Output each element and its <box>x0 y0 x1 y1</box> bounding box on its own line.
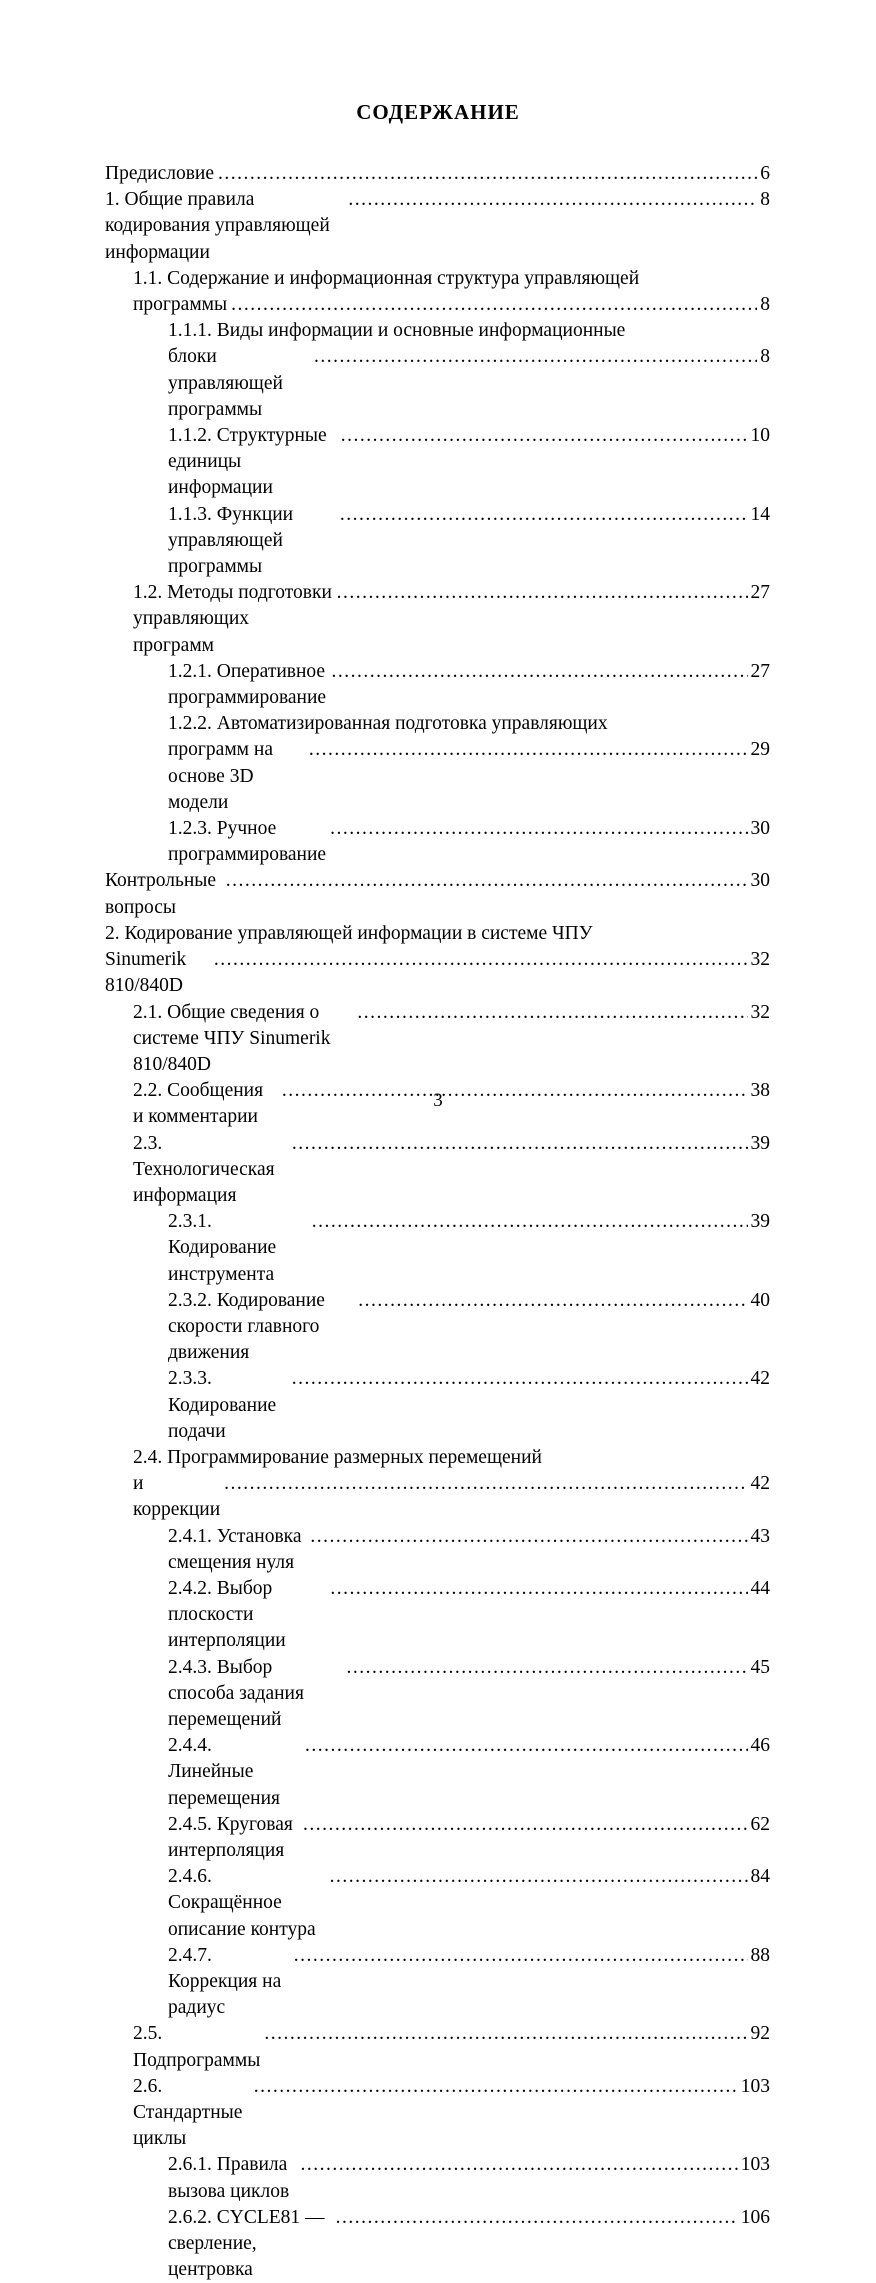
toc-entry-page-number: 8 <box>760 294 770 316</box>
toc-entry-line <box>105 292 770 318</box>
toc-entry-text: 2.4.6. Сокращённое описание контура <box>168 1866 316 1940</box>
toc-entry-page-number: 43 <box>750 1525 770 1547</box>
toc-entry-line <box>105 1366 770 1445</box>
toc-entry-page-number: 44 <box>750 1577 770 1599</box>
toc-entry-line <box>105 344 770 423</box>
toc-entry-text: 1.1.1. Виды информации и основные информационные <box>168 320 626 342</box>
dot-leader <box>358 1288 747 1314</box>
dot-leader <box>309 737 748 763</box>
dot-leader <box>330 1864 748 1890</box>
toc-entry-page-number: 30 <box>750 818 770 840</box>
toc-entry-text: 2.4.2. Выбор плоскости интерполяции <box>168 1577 286 1652</box>
toc-entry-line <box>105 711 770 737</box>
toc-entry-line <box>105 816 770 868</box>
toc-entry-text: 2.3. Технологическая информация <box>133 1132 280 1206</box>
toc-entry-line <box>105 1524 770 1576</box>
toc-entry-page-number: 38 <box>750 1080 770 1102</box>
toc-entry-text: 1.2.1. Оперативное программирование <box>168 660 330 709</box>
toc-entry-text: 2.4.3. Выбор способа задания перемещений <box>168 1656 309 1730</box>
toc-entry-text: 2.2. Сообщения и комментарии <box>133 1080 268 1128</box>
toc-entry-page-number: 27 <box>750 582 770 604</box>
toc-entry-page-number: 29 <box>750 739 770 761</box>
toc-entry-line <box>105 161 770 187</box>
dot-leader <box>357 1000 747 1026</box>
folio-page-number: 3 <box>433 1090 443 1111</box>
toc-entry-line <box>105 318 770 344</box>
dot-leader <box>224 1471 747 1497</box>
dot-leader <box>310 1524 747 1550</box>
dot-leader <box>348 187 757 213</box>
toc-entry-line <box>105 868 770 920</box>
toc-entry-line <box>105 423 770 502</box>
toc-entry-page-number: 10 <box>750 425 770 447</box>
toc-entry-text: блоки управляющей программы <box>168 346 288 420</box>
toc-entry-line <box>105 2205 770 2283</box>
toc-entry-text: 2.4.5. Круговая интерполяция <box>168 1813 298 1861</box>
toc-entry-line <box>105 1209 770 1288</box>
toc-entry-page-number: 8 <box>760 346 770 368</box>
toc-entry-text: и коррекции <box>133 1473 221 1521</box>
dot-leader <box>312 1209 748 1235</box>
dot-leader <box>214 947 748 973</box>
dot-leader <box>341 423 748 449</box>
toc-entry-line <box>105 1445 770 1471</box>
toc-entry-page-number: 84 <box>750 1866 770 1888</box>
toc-entry-text: 2.6.1. Правила вызова циклов <box>168 2154 293 2202</box>
toc-entry-page-number: 92 <box>750 2023 770 2045</box>
dot-leader <box>305 1733 748 1759</box>
toc-entry-line <box>105 1471 770 1523</box>
toc-entry-text: Предисловие <box>105 163 215 184</box>
toc-entry-page-number: 46 <box>750 1735 770 1757</box>
toc-entry-page-number: 40 <box>750 1289 770 1311</box>
toc-entry-line <box>105 1864 770 1943</box>
toc-entry-text: Контрольные вопросы <box>105 870 221 918</box>
toc-entry-page-number: 30 <box>750 870 770 892</box>
toc-entry-page-number: 103 <box>740 2154 770 2176</box>
toc-entry-page-number: 8 <box>760 189 770 211</box>
toc-entry-text: 1.1.3. Функции управляющей программы <box>168 503 298 578</box>
toc-entry-text: 2.4.7. Коррекция на радиус <box>168 1944 287 2019</box>
toc-entry-page-number: 32 <box>750 949 770 971</box>
toc-entry-line <box>105 1288 770 1367</box>
toc-entry-text: 2. Кодирование управляющей информации в системе ЧПУ <box>105 922 593 944</box>
toc-entry-line <box>105 1733 770 1812</box>
dot-leader <box>330 1576 747 1602</box>
toc-entry-text: 1. Общие правила кодирования управляющей информации <box>105 189 335 263</box>
toc-entry-text: 2.3.1. Кодирование инструмента <box>168 1211 282 1285</box>
toc-entry-line <box>105 580 770 659</box>
toc-entry-text: программ на основе 3D модели <box>168 739 278 813</box>
toc-entry-line <box>105 659 770 711</box>
dot-leader <box>254 2074 738 2100</box>
dot-leader <box>231 292 757 318</box>
toc-entry-page-number: 42 <box>750 1473 770 1495</box>
toc-entry-page-number: 14 <box>750 503 770 525</box>
toc-entry-page-number: 42 <box>750 1368 770 1390</box>
dot-leader <box>336 2205 738 2231</box>
toc-entry-text: 1.1.2. Структурные единицы информации <box>168 425 332 499</box>
toc-entry-page-number: 45 <box>750 1656 770 1678</box>
toc-entry-line <box>105 2021 770 2073</box>
toc-entry-text: 2.3.2. Кодирование скорости главного движения <box>168 1289 330 1364</box>
toc-list <box>105 161 770 2283</box>
toc-entry-page-number: 39 <box>750 1211 770 1233</box>
toc-entry-text: программы <box>133 294 228 316</box>
dot-leader <box>218 161 757 187</box>
dot-leader <box>292 1131 748 1157</box>
toc-entry-line <box>105 1655 770 1734</box>
toc-entry-line <box>105 737 770 816</box>
toc-entry-line <box>105 2074 770 2153</box>
toc-entry-line <box>105 1131 770 1210</box>
toc-entry-text: 2.6.2. CYCLE81 — сверление, центровка <box>168 2206 330 2281</box>
toc-entry-text: 2.5. Подпрограммы <box>133 2023 261 2071</box>
toc-entry-page-number: 39 <box>750 1132 770 1154</box>
toc-entry-page-number: 27 <box>750 660 770 682</box>
dot-leader <box>303 1812 748 1838</box>
toc-entry-line <box>105 1812 770 1864</box>
toc-entry-text: 1.2. Методы подготовки управляющих программ <box>133 582 337 656</box>
dot-leader <box>331 659 747 685</box>
page-title: СОДЕРЖАНИЕ <box>356 100 520 124</box>
toc-entry-page-number: 88 <box>750 1944 770 1966</box>
toc-entry-text: 2.3.3. Кодирование подачи <box>168 1368 282 1442</box>
dot-leader <box>314 344 757 370</box>
dot-leader <box>347 1655 748 1681</box>
dot-leader <box>294 1943 748 1969</box>
dot-leader <box>340 502 748 528</box>
dot-leader <box>292 1366 748 1392</box>
dot-leader <box>264 2021 747 2047</box>
dot-leader <box>300 2152 737 2178</box>
toc-entry-line <box>105 921 770 947</box>
toc-entry-text: 2.1. Общие сведения о системе ЧПУ Sinumerik 810/840D <box>133 1001 336 1075</box>
toc-entry-text: 2.4.4. Линейные перемещения <box>168 1735 281 1809</box>
toc-entry-line <box>105 266 770 292</box>
toc-entry-line <box>105 1576 770 1655</box>
toc-entry-text: 2.6. Стандартные циклы <box>133 2075 248 2150</box>
toc-entry-page-number: 103 <box>740 2075 770 2097</box>
toc-entry-line <box>105 187 770 266</box>
toc-entry-line <box>105 1000 770 1079</box>
toc-entry-page-number: 106 <box>740 2206 770 2228</box>
toc-entry-page-number: 62 <box>750 1813 770 1835</box>
dot-leader <box>337 580 748 606</box>
toc-entry-page-number: 6 <box>760 163 770 184</box>
toc-entry-text: 1.2.3. Ручное программирование <box>168 818 327 866</box>
toc-entry-text: 2.4.1. Установка смещения нуля <box>168 1525 307 1573</box>
dot-leader <box>226 868 748 894</box>
toc-entry-line <box>105 2152 770 2204</box>
dot-leader <box>330 816 747 842</box>
toc-entry-line <box>105 1943 770 2022</box>
toc-entry-page-number: 32 <box>750 1001 770 1023</box>
toc-entry-text: Sinumerik 810/840D <box>105 949 192 997</box>
toc-entry-line <box>105 947 770 999</box>
toc-entry-text: 1.1. Содержание и информационная структура управляющей <box>133 267 640 289</box>
toc-entry-text: 2.4. Программирование размерных перемещений <box>133 1446 542 1468</box>
toc-entry-text: 1.2.2. Автоматизированная подготовка управляющих <box>168 713 608 735</box>
toc-entry-line <box>105 502 770 581</box>
